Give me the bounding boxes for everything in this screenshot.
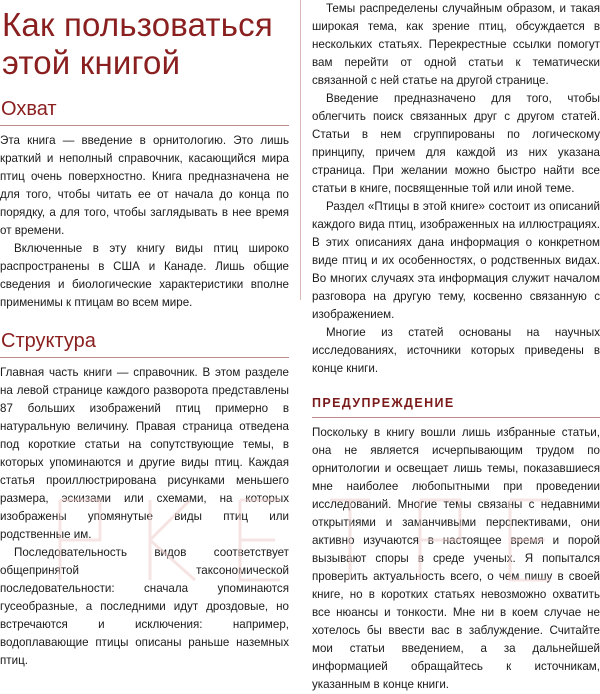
structure-paragraph-1: Главная часть книги — справочник. В этом разделе на левой странице каждого разворота представлены 87 больших изображений птиц примерно в натуральную величину. Правая страница отведена под короткие статьи на сопутствующие темы, в которых упоминаются и другие виды птиц. Каждая статья проиллюстрирована рисунками меньшего размера, эскизами или схемами, на которых изображены упомянутые виды птиц или родственные им.: [0, 366, 289, 541]
body-paragraph-3: Раздел «Птицы в этой книге» состоит из описаний каждого вида птиц, изображенных на иллюстрациях. В этих описаниях дана информация о конкретном виде птиц и их особенностях, о родственных видах. Во многих случаях эта информация служит началом разговора на другую тему, косвенно связанную с изображением.: [312, 200, 600, 321]
left-column: [0, 0, 289, 670]
body-paragraph-4: Многие из статей основаны на научных исследованиях, источники которых приведены в конце книги.: [312, 326, 600, 375]
warning-rule: [312, 417, 600, 418]
warning-paragraph: Поскольку в книгу вошли лишь избранные статьи, она не является исчерпывающим трудом по орнитологии и освещает лишь темы, показавшиеся мне наиболее любопытными при проведении исследований. Многие темы связаны с недавними открытиями и заманчивыми перспективами, они активно изучаются в настоящее время и порой вызывают споры в среде ученых. Я попытался проверить актуальность всего, о чем пишу в своей книге, но в коротких статьях невозможно охватить все нюансы и тонкости. Мне ни в коем случае не хотелось бы ввести вас в заблуждение. Считайте мои статьи введением, а за дальнейшей информацией обращайтесь к источникам, указанным в конце книги.: [312, 426, 600, 691]
warning-title: ПРЕДУПРЕЖДЕНИЕ: [312, 396, 455, 410]
section-title-scope: Охват: [1, 98, 57, 120]
section-title-structure: Структура: [1, 330, 96, 352]
body-paragraph-2: Введение предназначено для того, чтобы облегчить поиск связанных друг с другом статей. Статьи в нем сгруппированы по логическому принципу, причем для каждой из них указана страница. При желании можно быстро найти все статьи в книге, посвященные той или иной теме.: [312, 92, 600, 195]
right-column: [312, 0, 600, 694]
body-paragraph-1: Темы распределены случайным образом, и такая широкая тема, как зрение птиц, обсуждается в нескольких статьях. Перекрестные ссылки помогут вам перейти от одной статьи к тематически связанной с ней статье на другой странице.: [312, 2, 600, 87]
scope-paragraph-2: Включенные в эту книгу виды птиц широко распространены в США и Канаде. Лишь общие сведения и биологические характеристики вполне применимы к птицам во всем мире.: [0, 242, 289, 309]
structure-paragraph-2: Последовательность видов соответствует общепринятой таксономической последовательности: сначала упоминаются гусеобразные, а последними идут дроздовые, но встречаются и исключения: например, водоплавающие птицы описаны раньше наземных птиц.: [0, 546, 289, 667]
section-rule: [0, 125, 289, 126]
column-divider: [300, 0, 301, 300]
page-title: Как пользоваться этой книгой: [2, 6, 273, 81]
section-rule: [0, 357, 289, 358]
scope-paragraph-1: Эта книга — введение в орнитологию. Это лишь краткий и неполный справочник, касающийся мира птиц очень поверхностно. Книга предназначена не для того, чтобы читать ее от начала до конца по порядку, а для того, чтобы заглядывать в нее время от времени.: [0, 134, 289, 237]
